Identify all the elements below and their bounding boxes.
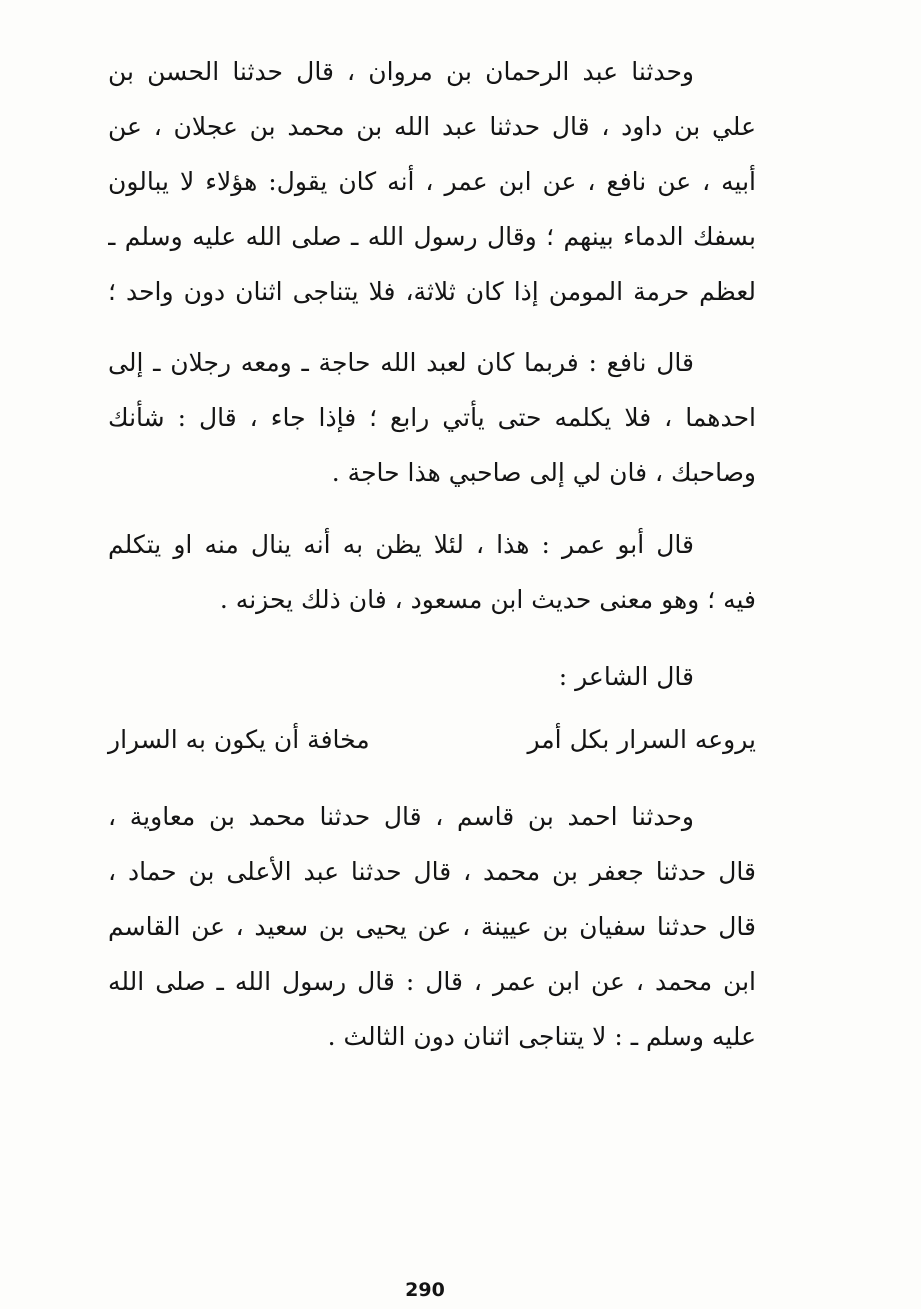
text-line: وصاحبك ، فان لي إلى صاحبي هذا حاجة . [331,458,756,487]
text-line: قال الشاعر : [558,662,694,691]
text-line: بسفك الدماء بينهم ؛ وقال رسول الله ـ صلى الله عليه وسلم ـ [108,222,756,251]
text-line: ابن محمد ، عن ابن عمر ، قال : قال رسول الله ـ صلى الله [108,967,756,996]
text-line: أبيه ، عن نافع ، عن ابن عمر ، أنه كان يقول: هؤلاء لا يبالون [108,167,756,196]
text-line: قال حدثنا جعفر بن محمد ، قال حدثنا عبد الأعلى بن حماد ، [108,857,756,886]
text-line: قال نافع : فربما كان لعبد الله حاجة ـ ومعه رجلان ـ إلى [108,348,694,377]
verse-second-hemistich: مخافة أن يكون به السرار [108,725,370,754]
text-line: وحدثنا عبد الرحمان بن مروان ، قال حدثنا الحسن بن [108,57,694,86]
verse-first-hemistich: يروعه السرار بكل أمر [527,725,756,754]
page-number: 290 [405,1279,445,1301]
text-line: قال أبو عمر : هذا ، لئلا يظن به أنه ينال منه او يتكلم [108,530,694,559]
text-line: عليه وسلم ـ : لا يتناجى اثنان دون الثالث . [327,1022,756,1051]
text-line: علي بن داود ، قال حدثنا عبد الله بن محمد بن عجلان ، عن [108,112,756,141]
text-line: فيه ؛ وهو معنى حديث ابن مسعود ، فان ذلك يحزنه . [219,585,756,614]
text-line: لعظم حرمة المومن إذا كان ثلاثة، فلا يتناجى اثنان دون واحد ؛ [108,277,756,306]
text-line: وحدثنا احمد بن قاسم ، قال حدثنا محمد بن معاوية ، [108,802,694,831]
text-line: احدهما ، فلا يكلمه حتى يأتي رابع ؛ فإذا جاء ، قال : شأنك [108,403,756,432]
text-line: قال حدثنا سفيان بن عيينة ، عن يحيى بن سعيد ، عن القاسم [108,912,756,941]
